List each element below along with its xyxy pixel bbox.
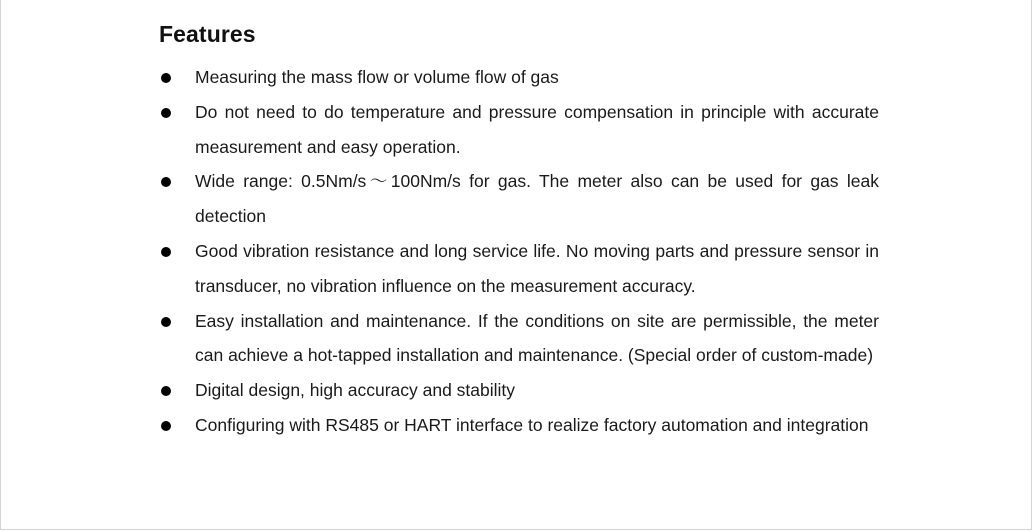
feature-text: Good vibration resistance and long service life. No moving parts and pressure sensor in transducer, no vibration influence on the measurement accuracy. [195,240,879,296]
bullet-icon [161,317,171,327]
feature-text: Configuring with RS485 or HART interface to realize factory automation and integration [195,414,869,435]
feature-text: Easy installation and maintenance. If the conditions on site are permissible, the meter can achieve a hot-tapped installation and maintenance. (Special order of custom-made) [195,310,879,366]
feature-text: Measuring the mass flow or volume flow of gas [195,67,559,87]
feature-list [159,60,879,443]
bullet-icon [161,247,171,257]
feature-item-compensation [159,95,879,165]
feature-item-installation [159,304,879,374]
bullet-icon [161,108,171,118]
features-section [159,18,879,443]
feature-text: Digital design, high accuracy and stability [195,380,516,401]
bullet-icon [161,386,171,396]
feature-item-mass-flow [159,60,879,95]
feature-text: Wide range: 0.5Nm/s～100Nm/s for gas. The meter also can be used for gas leak detection [195,171,879,227]
bullet-icon [161,421,171,431]
feature-item-digital-design [159,373,879,408]
feature-item-vibration [159,234,879,304]
feature-item-interface [159,408,879,443]
bullet-icon [161,177,171,187]
bullet-icon [161,73,171,83]
section-heading: Features [159,21,256,47]
feature-text: Do not need to do temperature and pressure compensation in principle with accurate measurement and easy operation. [195,101,879,157]
feature-item-wide-range [159,164,879,234]
